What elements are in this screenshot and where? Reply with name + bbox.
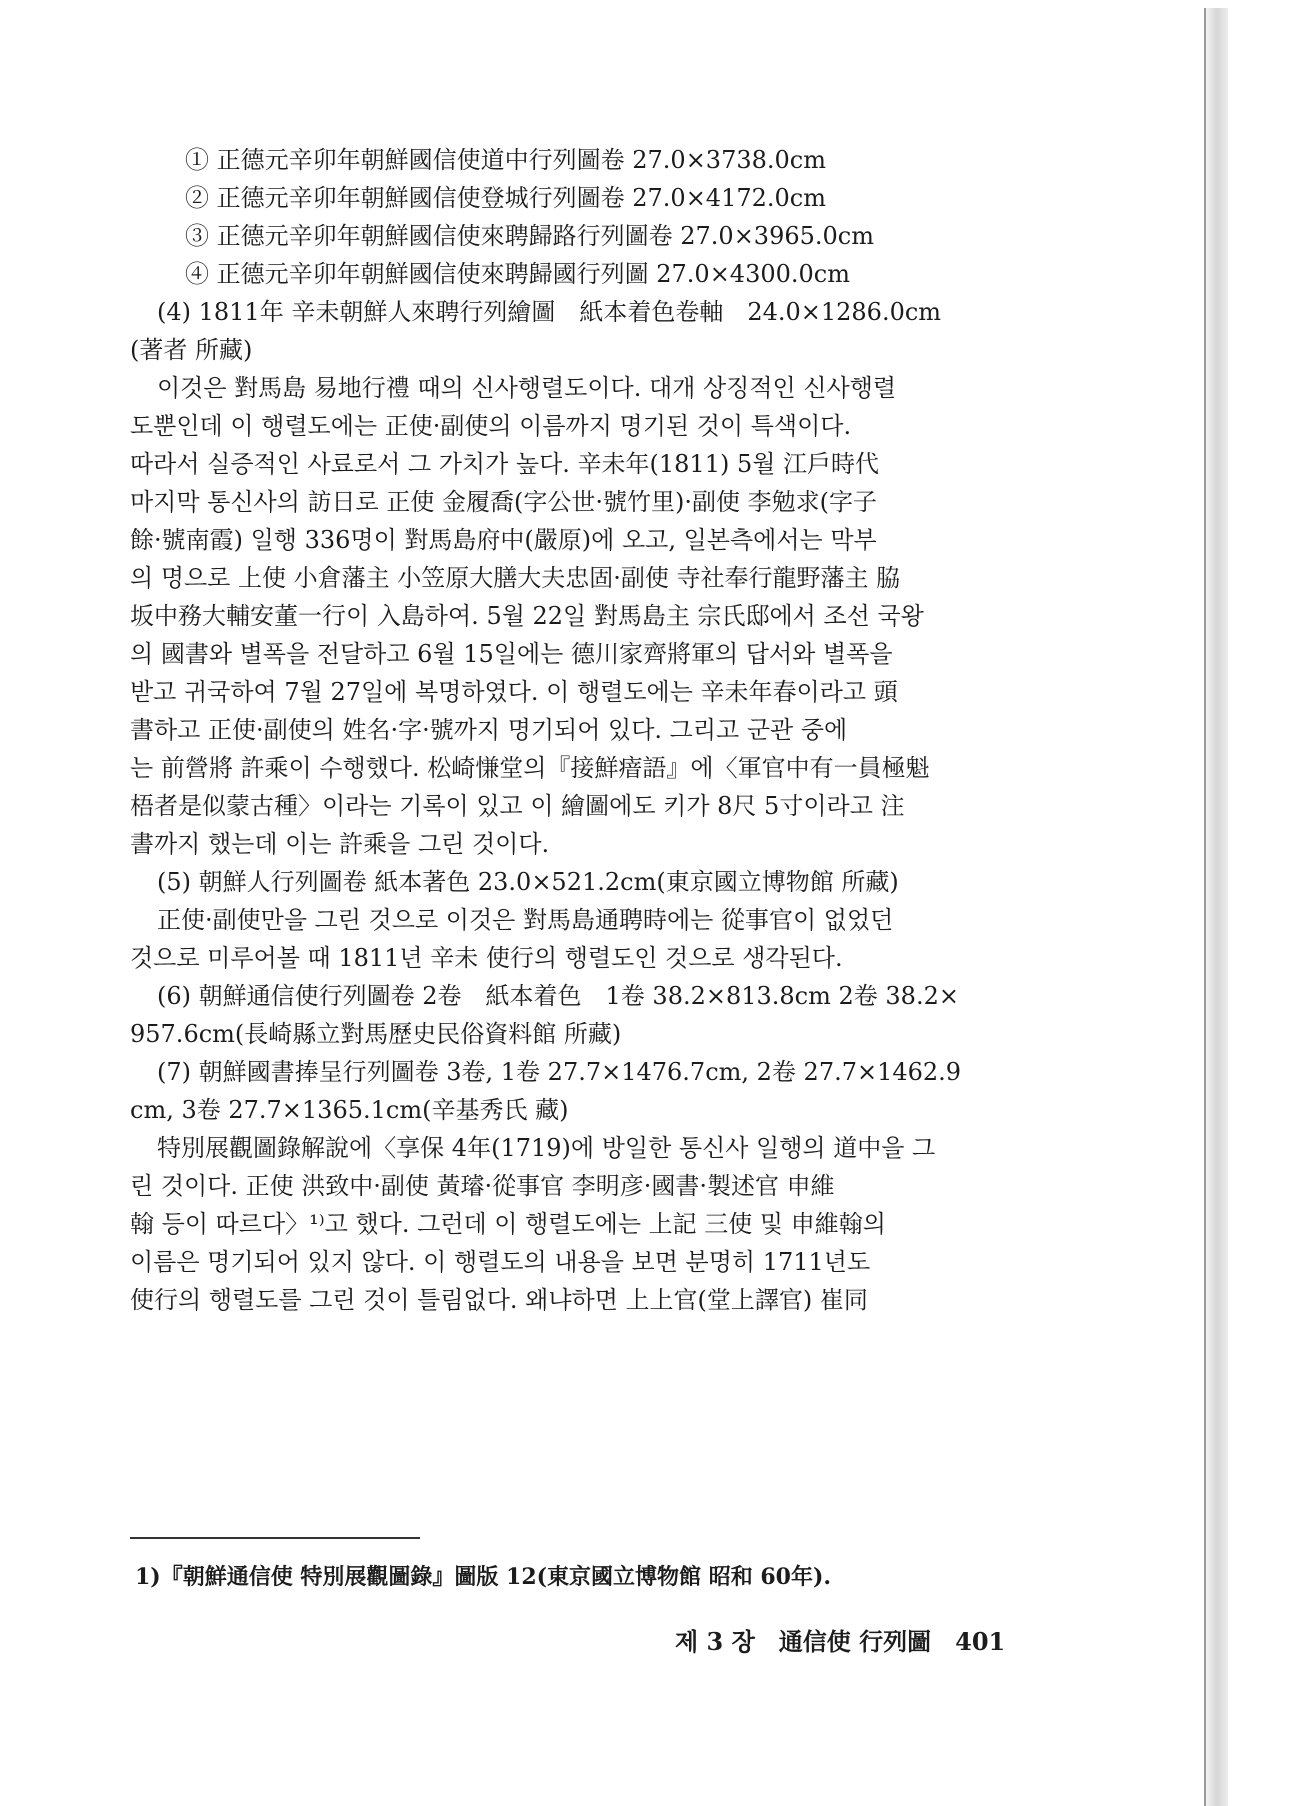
text-line: 도뿐인데 이 행렬도에는 正使·副使의 이름까지 명기된 것이 특색이다.	[130, 412, 852, 440]
text-line: 坂中務大輔安董一行이 入島하여. 5월 22일 對馬島主 宗氏邸에서 조선 국왕	[130, 602, 924, 630]
list-item: ④ 正德元辛卯年朝鮮國信使來聘歸國行列圖 27.0×4300.0cm	[185, 260, 850, 288]
page-edge-shadow	[1204, 8, 1228, 1806]
text-line: 받고 귀국하여 7월 27일에 복명하였다. 이 행렬도에는 辛未年春이라고 頭	[130, 678, 898, 706]
text-line: 梧者是似蒙古種〉이라는 기록이 있고 이 繪圖에도 키가 8尺 5寸이라고 注	[130, 792, 905, 820]
text-line: 이것은 對馬島 易地行禮 때의 신사행렬도이다. 대개 상징적인 신사행렬	[157, 374, 897, 402]
text-line: 이름은 명기되어 있지 않다. 이 행렬도의 내용을 보면 분명히 1711년도	[130, 1248, 871, 1276]
text-line: 翰 등이 따르다〉¹⁾고 했다. 그런데 이 행렬도에는 上記 三使 및 申維翰의	[130, 1210, 886, 1238]
text-line: 린 것이다. 正使 洪致中·副使 黃璿·從事官 李明彦·國書·製述官 申維	[130, 1172, 835, 1200]
list-item: ② 正德元辛卯年朝鮮國信使登城行列圖卷 27.0×4172.0cm	[185, 184, 826, 212]
list-item: ③ 正德元辛卯年朝鮮國信使來聘歸路行列圖卷 27.0×3965.0cm	[185, 222, 874, 250]
text-line: 餘·號南霞) 일행 336명이 對馬島府中(嚴原)에 오고, 일본측에서는 막부	[130, 526, 877, 554]
list-item: ① 正德元辛卯年朝鮮國信使道中行列圖卷 27.0×3738.0cm	[185, 146, 826, 174]
text-line: 957.6cm(長崎縣立對馬歷史民俗資料館 所藏)	[130, 1020, 622, 1048]
footnote-divider	[130, 1537, 420, 1539]
text-line: 것으로 미루어볼 때 1811년 辛未 使行의 행렬도인 것으로 생각된다.	[130, 944, 843, 972]
text-line: 따라서 실증적인 사료로서 그 가치가 높다. 辛未年(1811) 5월 江戶時代	[130, 450, 880, 478]
text-line: (著者 所藏)	[130, 336, 253, 364]
entry-heading: (6) 朝鮮通信使行列圖卷 2卷 紙本着色 1卷 38.2×813.8cm 2卷 38.2×	[157, 982, 959, 1010]
text-line: 의 國書와 별폭을 전달하고 6월 15일에는 德川家齊將軍의 답서와 별폭을	[130, 640, 893, 668]
entry-heading: (7) 朝鮮國書捧呈行列圖卷 3卷, 1卷 27.7×1476.7cm, 2卷 27.7×1462.9	[157, 1058, 962, 1086]
running-footer: 제 3 장 通信使 行列圖 401	[675, 1627, 1006, 1656]
text-line: 書까지 했는데 이는 許乘을 그린 것이다.	[130, 830, 550, 858]
text-line: 書하고 正使·副使의 姓名·字·號까지 명기되어 있다. 그리고 군관 중에	[130, 716, 848, 744]
text-line: 使行의 행렬도를 그린 것이 틀림없다. 왜냐하면 上上官(堂上譯官) 崔同	[130, 1286, 868, 1314]
text-line: 는 前營將 許乘이 수행했다. 松崎慊堂의『接鮮瘖語』에〈軍官中有一員極魁	[130, 754, 930, 782]
text-line: 特別展觀圖錄解說에〈享保 4年(1719)에 방일한 통신사 일행의 道中을 그	[157, 1134, 936, 1162]
text-line: cm, 3卷 27.7×1365.1cm(辛基秀氏 藏)	[130, 1096, 569, 1124]
entry-heading: (4) 1811年 辛未朝鮮人來聘行列繪圖 紙本着色卷軸 24.0×1286.0cm	[157, 298, 942, 326]
entry-heading: (5) 朝鮮人行列圖卷 紙本著色 23.0×521.2cm(東京國立博物館 所藏)	[157, 868, 899, 896]
text-line: 의 명으로 上使 小倉藩主 小笠原大膳大夫忠固·副使 寺社奉行龍野藩主 脇	[130, 564, 901, 592]
footnote: 1)『朝鮮通信使 特別展觀圖錄』圖版 12(東京國立博物館 昭和 60年).	[135, 1564, 832, 1590]
text-line: 正使·副使만을 그린 것으로 이것은 對馬島通聘時에는 從事官이 없었던	[157, 906, 894, 934]
text-line: 마지막 통신사의 訪日로 正使 金履喬(字公世·號竹里)·副使 李勉求(字子	[130, 488, 877, 516]
